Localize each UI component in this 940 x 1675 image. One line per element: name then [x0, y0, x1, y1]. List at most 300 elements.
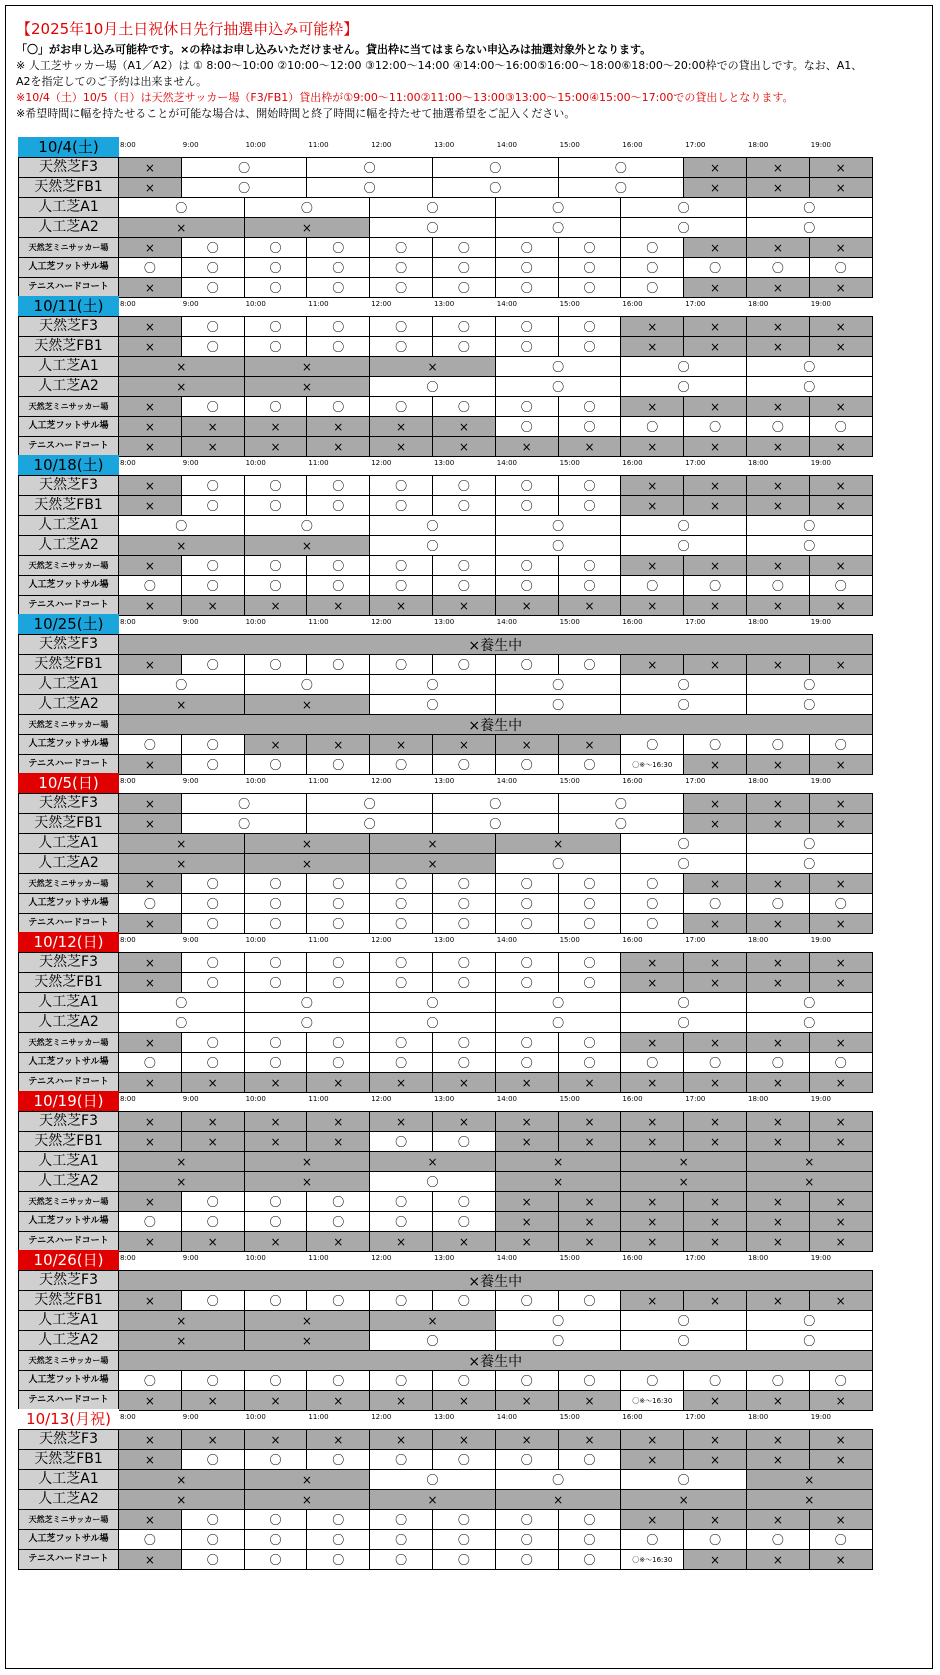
unavailable-slot: × — [746, 1231, 810, 1252]
unavailable-slot: × — [118, 1151, 245, 1172]
available-slot: 〇 — [244, 992, 371, 1013]
unavailable-slot: × — [558, 1072, 622, 1093]
available-slot: 〇 — [495, 237, 559, 258]
available-slot: 〇 — [620, 237, 684, 258]
unavailable-slot: × — [620, 1290, 684, 1311]
available-slot: 〇 — [306, 813, 433, 834]
available-slot: 〇 — [369, 1052, 433, 1073]
unavailable-slot: × — [620, 1231, 684, 1252]
available-slot: 〇 — [432, 277, 496, 298]
available-slot: 〇 — [558, 157, 685, 178]
available-slot: 〇 — [432, 813, 559, 834]
available-slot: 〇 — [746, 1310, 873, 1331]
unavailable-slot: × — [495, 595, 559, 616]
available-slot: 〇 — [683, 1529, 747, 1550]
date-block — [18, 614, 926, 784]
facility-label: 人工芝A2 — [18, 1012, 119, 1033]
available-slot: 〇 — [369, 336, 433, 357]
time-tick: 10:00 — [245, 1254, 266, 1262]
time-tick: 9:00 — [182, 1095, 199, 1103]
available-slot: 〇 — [495, 535, 622, 556]
time-tick: 19:00 — [810, 141, 831, 149]
date-label: 10/18(土) — [18, 455, 119, 475]
document-header — [16, 18, 926, 122]
available-slot: 〇 — [369, 1509, 433, 1530]
available-slot: 〇 — [746, 694, 873, 715]
facility-label: 天然芝FB1 — [18, 654, 119, 675]
facility-row — [18, 177, 926, 198]
date-header-row — [18, 1250, 926, 1270]
note-line: ※ 人工芝サッカー場（A1／A2）は ① 8:00～10:00 ②10:00～12:00 ③12:00～14:00 ④14:00～16:00⑤16:00～18:00⑥18:00～20:00枠での貸出しです。なお、A1、 — [16, 59, 863, 72]
facility-label: 天然芝F3 — [18, 793, 119, 814]
available-slot: 〇 — [558, 654, 622, 675]
time-tick: 16:00 — [622, 1254, 643, 1262]
unavailable-slot: × — [809, 873, 873, 894]
unavailable-slot: × — [746, 336, 810, 357]
available-slot: 〇 — [558, 972, 622, 993]
available-slot: 〇 — [558, 237, 622, 258]
unavailable-slot: × — [244, 1151, 371, 1172]
facility-row — [18, 1032, 926, 1053]
facility-row — [18, 1072, 926, 1093]
unavailable-slot: × — [244, 1111, 308, 1132]
unavailable-slot: × — [683, 396, 747, 417]
facility-row — [18, 1151, 926, 1172]
unavailable-slot: × — [118, 177, 182, 198]
unavailable-slot: × — [746, 873, 810, 894]
available-slot: 〇 — [369, 396, 433, 417]
available-slot: 〇 — [369, 475, 433, 496]
time-tick: 8:00 — [120, 777, 136, 785]
date-label: 10/5(日) — [18, 773, 119, 793]
unavailable-slot: × — [118, 555, 182, 576]
available-slot: 〇 — [620, 416, 684, 437]
available-slot: 〇 — [369, 257, 433, 278]
available-slot: 〇 — [181, 873, 245, 894]
available-slot: 〇 — [306, 475, 370, 496]
unavailable-slot: × — [746, 1111, 810, 1132]
available-slot: 〇 — [118, 197, 245, 218]
available-slot: 〇 — [620, 1330, 747, 1351]
unavailable-slot: × — [809, 1191, 873, 1212]
time-tick: 12:00 — [371, 936, 392, 944]
date-label: 10/11(土) — [18, 296, 119, 316]
unavailable-slot: × — [432, 595, 496, 616]
unavailable-slot: × — [181, 1231, 245, 1252]
unavailable-slot: × — [620, 1489, 747, 1510]
unavailable-slot: × — [118, 813, 182, 834]
facility-label: 人工芝フットサル場 — [18, 1370, 119, 1391]
unavailable-slot: × — [244, 217, 371, 238]
unavailable-slot: × — [683, 316, 747, 337]
unavailable-slot: × — [118, 952, 182, 973]
available-slot: 〇 — [369, 992, 496, 1013]
available-slot: 〇 — [495, 952, 559, 973]
time-tick: 19:00 — [810, 936, 831, 944]
facility-row — [18, 634, 926, 655]
available-slot: 〇 — [369, 1549, 433, 1570]
unavailable-slot: × — [118, 1429, 182, 1450]
time-tick: 10:00 — [245, 1095, 266, 1103]
available-slot: 〇 — [432, 1191, 496, 1212]
facility-label: 人工芝A2 — [18, 1171, 119, 1192]
time-tick: 16:00 — [622, 141, 643, 149]
facility-row — [18, 1131, 926, 1152]
available-slot: 〇 — [558, 177, 685, 198]
date-block — [18, 296, 926, 466]
unavailable-slot: × — [244, 356, 371, 377]
note-line: 「〇」がお申し込み可能枠です。×の枠はお申し込みいただけません。貸出枠に当てはまらない申込みは抽選対象外となります。 — [16, 43, 652, 56]
available-slot: 〇 — [306, 336, 370, 357]
unavailable-slot: × — [369, 416, 433, 437]
available-slot: 〇 — [244, 316, 308, 337]
date-header-row — [18, 137, 926, 157]
available-slot: 〇 — [306, 1052, 370, 1073]
time-tick: 17:00 — [685, 459, 706, 467]
facility-label: 天然芝ミニサッカー場 — [18, 555, 119, 576]
time-tick: 11:00 — [308, 1254, 329, 1262]
time-tick: 17:00 — [685, 618, 706, 626]
unavailable-slot: × — [746, 1290, 810, 1311]
unavailable-slot: × — [118, 1449, 182, 1470]
available-slot: 〇 — [181, 157, 308, 178]
time-tick: 17:00 — [685, 1413, 706, 1421]
available-slot: 〇 — [620, 376, 747, 397]
time-tick: 13:00 — [434, 936, 455, 944]
available-slot: 〇 — [306, 754, 370, 775]
time-tick: 8:00 — [120, 1254, 136, 1262]
available-slot: 〇 — [495, 495, 559, 516]
available-slot: 〇 — [432, 972, 496, 993]
unavailable-slot: × — [809, 1072, 873, 1093]
available-slot: 〇 — [244, 1370, 308, 1391]
time-tick: 17:00 — [685, 300, 706, 308]
unavailable-slot: × — [809, 654, 873, 675]
available-slot: 〇 — [495, 356, 622, 377]
available-slot: 〇 — [181, 1509, 245, 1530]
available-slot: 〇 — [558, 396, 622, 417]
available-slot: 〇 — [558, 316, 622, 337]
time-tick: 14:00 — [496, 1254, 517, 1262]
facility-row — [18, 1509, 926, 1530]
available-slot: 〇 — [369, 654, 433, 675]
available-slot: 〇 — [746, 356, 873, 377]
unavailable-slot: × — [118, 336, 182, 357]
facility-label: テニスハードコート — [18, 1549, 119, 1570]
facility-label: 人工芝A1 — [18, 356, 119, 377]
available-slot: 〇 — [432, 495, 496, 516]
available-slot: 〇 — [495, 1469, 622, 1490]
time-tick: 9:00 — [182, 936, 199, 944]
time-tick: 12:00 — [371, 1413, 392, 1421]
unavailable-slot: × — [746, 1449, 810, 1470]
available-slot: 〇 — [432, 177, 559, 198]
available-slot: 〇 — [495, 1509, 559, 1530]
facility-row — [18, 1549, 926, 1570]
time-tick: 10:00 — [245, 1413, 266, 1421]
unavailable-slot: × — [620, 1429, 684, 1450]
unavailable-slot: × — [683, 237, 747, 258]
available-slot: 〇 — [432, 257, 496, 278]
available-slot: 〇 — [244, 555, 308, 576]
available-slot: 〇 — [369, 952, 433, 973]
unavailable-slot: × — [620, 1449, 684, 1470]
note-line: A2を指定してのご予約は出来ません。 — [16, 75, 208, 88]
available-slot: 〇 — [369, 555, 433, 576]
time-tick: 14:00 — [496, 777, 517, 785]
unavailable-slot: × — [369, 436, 433, 457]
available-slot: 〇 — [558, 1449, 622, 1470]
facility-row — [18, 734, 926, 755]
facility-label: 人工芝A2 — [18, 694, 119, 715]
facility-row — [18, 1191, 926, 1212]
unavailable-slot: × — [683, 1072, 747, 1093]
time-tick: 19:00 — [810, 618, 831, 626]
time-tick: 18:00 — [748, 777, 769, 785]
time-tick: 13:00 — [434, 618, 455, 626]
facility-label: 人工芝A1 — [18, 197, 119, 218]
facility-row — [18, 1231, 926, 1252]
facility-row — [18, 1390, 926, 1411]
unavailable-slot: × — [244, 1310, 371, 1331]
unavailable-slot: × — [558, 436, 622, 457]
available-slot: 〇 — [432, 555, 496, 576]
available-slot: 〇 — [181, 1211, 245, 1232]
date-block — [18, 773, 926, 943]
time-tick: 12:00 — [371, 777, 392, 785]
time-tick: 18:00 — [748, 1413, 769, 1421]
unavailable-slot: × — [118, 436, 182, 457]
unavailable-slot: × — [244, 1390, 308, 1411]
available-slot: 〇 — [746, 833, 873, 854]
available-slot: 〇 — [620, 1310, 747, 1331]
unavailable-slot: × — [558, 1131, 622, 1152]
available-slot: 〇 — [244, 873, 308, 894]
time-tick: 8:00 — [120, 1095, 136, 1103]
unavailable-slot: × — [118, 277, 182, 298]
available-slot: 〇 — [306, 952, 370, 973]
available-slot: 〇 — [746, 515, 873, 536]
available-slot: 〇 — [809, 1052, 873, 1073]
available-slot: 〇 — [558, 475, 622, 496]
time-tick: 9:00 — [182, 1413, 199, 1421]
facility-label: 天然芝ミニサッカー場 — [18, 237, 119, 258]
available-slot: 〇 — [495, 654, 559, 675]
available-slot: 〇 — [369, 535, 496, 556]
time-tick: 11:00 — [308, 618, 329, 626]
facility-row — [18, 674, 926, 695]
facility-label: テニスハードコート — [18, 1231, 119, 1252]
unavailable-slot: × — [118, 853, 245, 874]
available-slot: 〇 — [181, 396, 245, 417]
available-slot: 〇 — [306, 555, 370, 576]
unavailable-slot: × — [683, 495, 747, 516]
date-label: 10/13(月祝) — [18, 1409, 119, 1429]
time-tick: 13:00 — [434, 777, 455, 785]
time-tick: 19:00 — [810, 1254, 831, 1262]
available-slot: 〇 — [181, 813, 308, 834]
available-slot: 〇 — [244, 1052, 308, 1073]
available-slot: 〇 — [495, 1012, 622, 1033]
unavailable-slot: × — [181, 1072, 245, 1093]
unavailable-slot: × — [432, 416, 496, 437]
date-block — [18, 137, 926, 307]
facility-label: 天然芝FB1 — [18, 972, 119, 993]
time-tick: 14:00 — [496, 618, 517, 626]
date-label: 10/19(日) — [18, 1091, 119, 1111]
available-slot: 〇 — [495, 257, 559, 278]
available-slot: 〇 — [369, 376, 496, 397]
unavailable-slot: × — [620, 1211, 684, 1232]
unavailable-slot: × — [809, 1111, 873, 1132]
available-slot: 〇 — [495, 992, 622, 1013]
available-slot: 〇 — [746, 1370, 810, 1391]
unavailable-slot: × — [683, 813, 747, 834]
available-slot: 〇 — [118, 992, 245, 1013]
unavailable-slot: × — [620, 475, 684, 496]
unavailable-slot: × — [746, 396, 810, 417]
facility-label: テニスハードコート — [18, 1072, 119, 1093]
unavailable-slot: × — [746, 555, 810, 576]
available-slot: 〇 — [620, 873, 684, 894]
unavailable-slot: × — [118, 217, 245, 238]
available-slot: 〇 — [181, 734, 245, 755]
unavailable-slot: × — [306, 1131, 370, 1152]
unavailable-slot: × — [809, 277, 873, 298]
time-tick: 12:00 — [371, 1095, 392, 1103]
date-header-row — [18, 296, 926, 316]
unavailable-slot: × — [620, 396, 684, 417]
available-slot: 〇 — [746, 1052, 810, 1073]
facility-row — [18, 555, 926, 576]
unavailable-slot: × — [118, 1191, 182, 1212]
unavailable-slot: × — [495, 1390, 559, 1411]
unavailable-slot: × — [495, 833, 622, 854]
time-tick: 17:00 — [685, 1095, 706, 1103]
available-slot: 〇 — [244, 1449, 308, 1470]
available-slot: 〇 — [432, 575, 496, 596]
unavailable-slot: × — [746, 1211, 810, 1232]
facility-row — [18, 436, 926, 457]
available-slot: 〇 — [432, 1529, 496, 1550]
facility-label: 人工芝フットサル場 — [18, 257, 119, 278]
unavailable-slot: × — [809, 475, 873, 496]
unavailable-slot: × — [746, 157, 810, 178]
facility-label: 天然芝F3 — [18, 1111, 119, 1132]
time-tick: 17:00 — [685, 141, 706, 149]
available-slot: 〇 — [558, 1290, 622, 1311]
available-slot: 〇 — [306, 654, 370, 675]
unavailable-slot: × — [558, 1191, 622, 1212]
date-label: 10/12(日) — [18, 932, 119, 952]
facility-row — [18, 1211, 926, 1232]
available-slot: 〇 — [620, 992, 747, 1013]
available-slot: 〇 — [558, 1052, 622, 1073]
unavailable-slot: × — [244, 595, 308, 616]
available-slot: 〇 — [181, 475, 245, 496]
facility-row — [18, 416, 926, 437]
time-tick: 15:00 — [559, 300, 580, 308]
unavailable-slot: × — [683, 1390, 747, 1411]
unavailable-slot: × — [683, 873, 747, 894]
unavailable-slot: × — [369, 356, 496, 377]
available-slot: 〇 — [432, 336, 496, 357]
available-slot: 〇 — [118, 1529, 182, 1550]
available-slot: 〇 — [369, 575, 433, 596]
facility-label: 人工芝フットサル場 — [18, 1529, 119, 1550]
unavailable-slot: × — [118, 1310, 245, 1331]
available-slot: 〇 — [369, 694, 496, 715]
available-slot: 〇 — [306, 316, 370, 337]
available-slot: 〇 — [495, 376, 622, 397]
time-tick: 16:00 — [622, 300, 643, 308]
available-slot: 〇 — [306, 1509, 370, 1530]
available-slot: 〇 — [369, 316, 433, 337]
unavailable-slot: × — [558, 734, 622, 755]
available-slot: 〇 — [369, 1330, 496, 1351]
unavailable-slot: × — [369, 1429, 433, 1450]
unavailable-slot: × — [746, 793, 810, 814]
available-slot: 〇 — [118, 1370, 182, 1391]
available-slot: 〇 — [809, 1370, 873, 1391]
unavailable-slot: × — [118, 1509, 182, 1530]
available-slot: 〇 — [244, 336, 308, 357]
unavailable-slot: × — [118, 1489, 245, 1510]
available-slot: 〇 — [306, 277, 370, 298]
available-slot: 〇 — [118, 1211, 182, 1232]
available-slot: 〇※～16:30 — [620, 1390, 684, 1411]
available-slot: 〇 — [306, 1290, 370, 1311]
available-slot: 〇 — [306, 237, 370, 258]
available-slot: 〇 — [432, 1052, 496, 1073]
available-slot: 〇※～16:30 — [620, 1549, 684, 1570]
facility-label: テニスハードコート — [18, 913, 119, 934]
available-slot: 〇 — [620, 694, 747, 715]
facility-row — [18, 694, 926, 715]
available-slot: 〇 — [495, 575, 559, 596]
unavailable-slot: × — [495, 1191, 559, 1212]
unavailable-slot: × — [244, 1072, 308, 1093]
facility-label: 天然芝ミニサッカー場 — [18, 873, 119, 894]
available-slot: 〇 — [369, 893, 433, 914]
unavailable-slot: × — [118, 1290, 182, 1311]
unavailable-slot: × — [369, 734, 433, 755]
available-slot: 〇 — [244, 654, 308, 675]
facility-label: 天然芝ミニサッカー場 — [18, 1032, 119, 1053]
unavailable-slot: × — [746, 1549, 810, 1570]
time-tick: 10:00 — [245, 777, 266, 785]
facility-row — [18, 1469, 926, 1490]
available-slot: 〇 — [306, 1449, 370, 1470]
date-header-row — [18, 773, 926, 793]
unavailable-slot: × — [495, 734, 559, 755]
available-slot: 〇 — [809, 416, 873, 437]
available-slot: 〇 — [181, 177, 308, 198]
unavailable-slot: ×養生中 — [118, 714, 873, 735]
available-slot: 〇 — [432, 157, 559, 178]
time-tick: 9:00 — [182, 777, 199, 785]
available-slot: 〇 — [620, 197, 747, 218]
unavailable-slot: × — [118, 1390, 182, 1411]
facility-row — [18, 972, 926, 993]
facility-label: テニスハードコート — [18, 277, 119, 298]
unavailable-slot: × — [181, 1390, 245, 1411]
unavailable-slot: × — [369, 1151, 496, 1172]
available-slot: 〇 — [558, 495, 622, 516]
available-slot: 〇 — [620, 853, 747, 874]
available-slot: 〇 — [244, 1549, 308, 1570]
available-slot: 〇 — [495, 1549, 559, 1570]
